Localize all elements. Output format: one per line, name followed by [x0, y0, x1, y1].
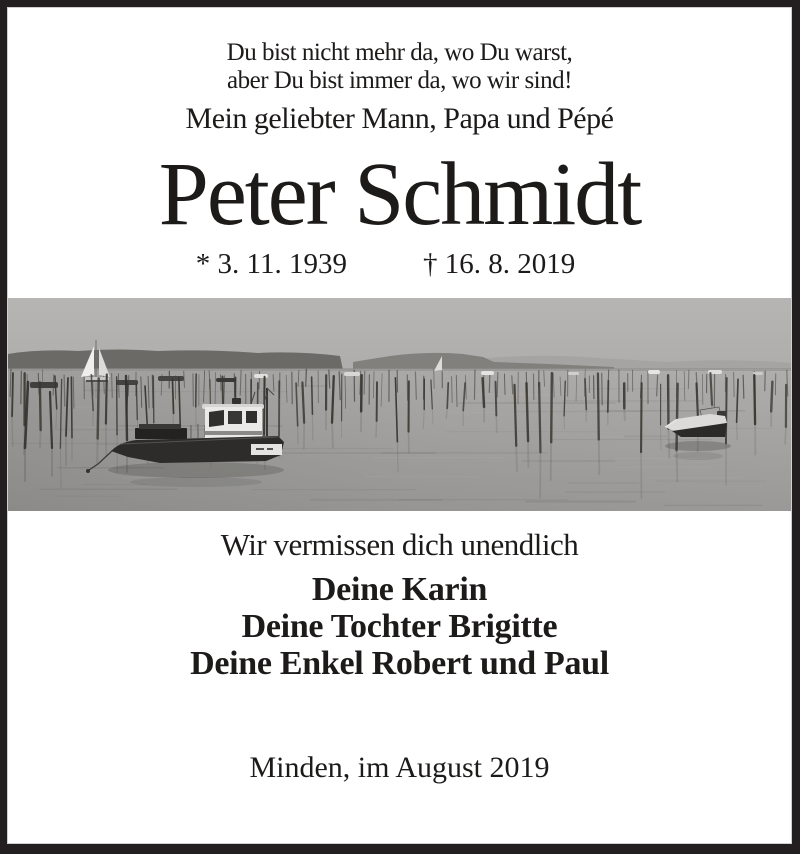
farewell-line: Wir vermissen dich unendlich: [220, 527, 579, 562]
mourner-line: Deine Tochter Brigitte: [241, 608, 558, 645]
motorboat-reflection: [665, 441, 731, 451]
side-window: [228, 411, 242, 424]
cargo-crates: [135, 428, 187, 439]
rear-window: [246, 411, 257, 423]
seascape-photo: [8, 298, 791, 511]
mourner-line: Deine Enkel Robert und Paul: [190, 645, 609, 682]
boat-reflection: [108, 462, 284, 478]
death-date: † 16. 8. 2019: [422, 248, 576, 280]
treeline-left: [8, 350, 343, 371]
mourner-line: Deine Karin: [311, 571, 488, 608]
epigraph: [8, 39, 791, 95]
epigraph-line-1: Du bist nicht mehr da, wo Du warst,: [226, 39, 573, 66]
birth-date: * 3. 11. 1939: [195, 248, 347, 280]
memorial-notice: [8, 8, 791, 843]
memorial-photo: [8, 298, 791, 511]
deceased-name: Peter Schmidt: [158, 145, 641, 244]
life-dates: [0, 248, 777, 281]
roof-gear: [232, 398, 241, 404]
stern-nameboard: [251, 444, 282, 455]
windshield: [209, 410, 224, 427]
mourners-list: [8, 571, 791, 682]
relation-line: Mein geliebter Mann, Papa und Pépé: [185, 102, 614, 135]
place-date-line: Minden, im August 2019: [249, 751, 550, 784]
epigraph-line-2: aber Du bist immer da, wo wir sind!: [227, 67, 572, 94]
